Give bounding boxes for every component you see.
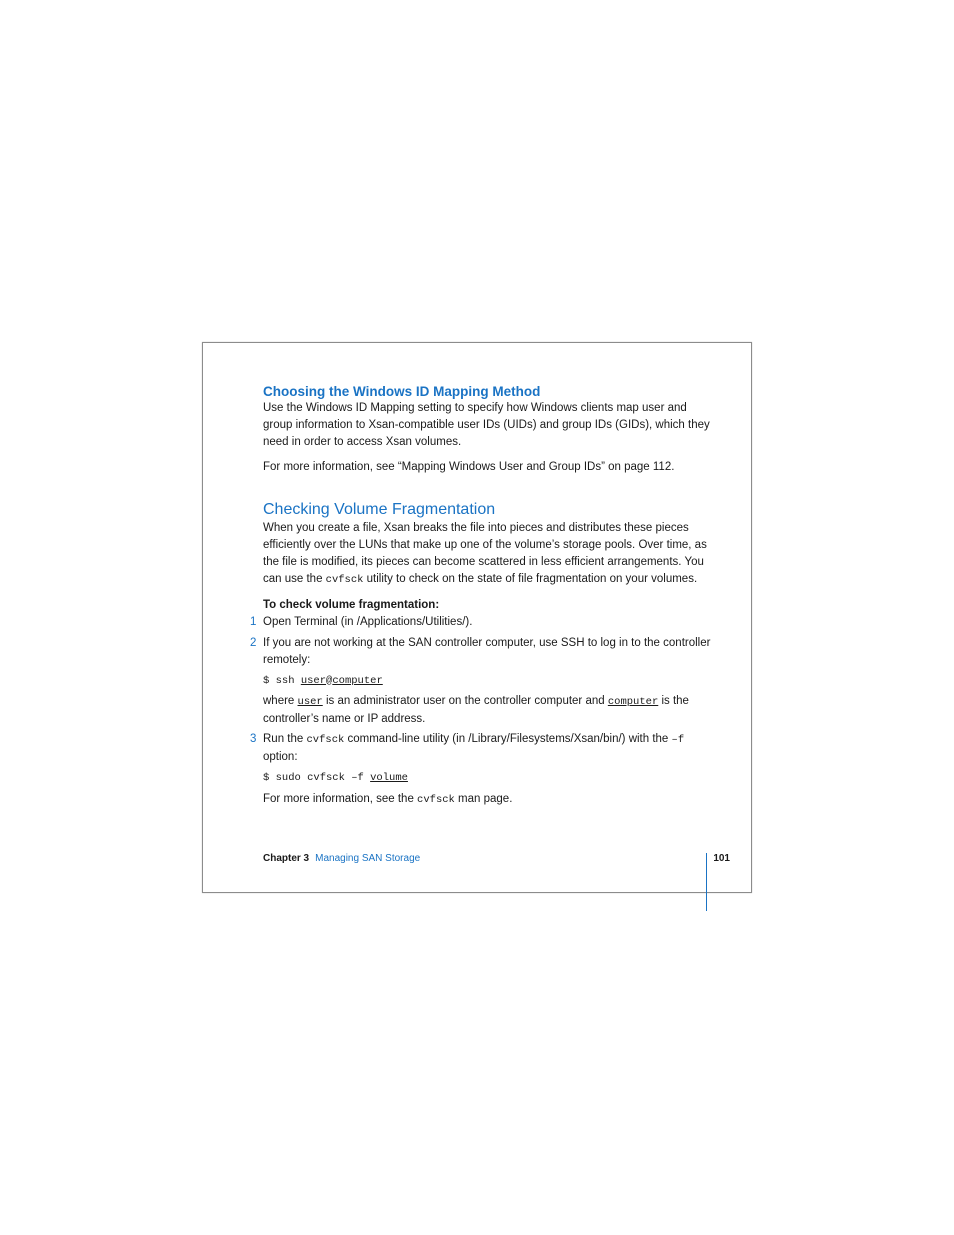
step-number: 2 bbox=[250, 637, 257, 649]
paragraph-closing: For more information, see the cvfsck man page. bbox=[263, 793, 513, 806]
paragraph-windows-id: Use the Windows ID Mapping setting to specify how Windows clients map user and group information to Xsan-compatible user IDs (UIDs) and group IDs (GIDs), which they need in order to access Xsan volumes. bbox=[263, 402, 710, 448]
inline-code-cvfsck: cvfsck bbox=[325, 574, 364, 586]
footer-rule bbox=[706, 853, 707, 911]
code-ssh: $ ssh user@computer bbox=[263, 675, 383, 687]
step-number: 1 bbox=[250, 616, 257, 628]
paragraph-more-info-mapping: For more information, see “Mapping Windows User and Group IDs” on page 112. bbox=[263, 461, 675, 473]
section-heading-fragmentation: Checking Volume Fragmentation bbox=[263, 501, 496, 518]
page-footer bbox=[263, 853, 730, 869]
footer-chapter-title: Managing SAN Storage bbox=[315, 853, 421, 864]
step-1 bbox=[250, 614, 713, 631]
footer-chapter: Chapter 3 bbox=[263, 853, 310, 864]
step-3: 3 Run the cvfsck command-line utility (in /Library/Filesystems/Xsan/bin/) with the –f option: bbox=[250, 733, 685, 763]
page-number: 101 bbox=[713, 853, 730, 864]
section-heading-windows-id: Choosing the Windows ID Mapping Method bbox=[263, 384, 541, 399]
paragraph-where: where user is an administrator user on the controller computer and computer is the controller’s name or IP address. bbox=[263, 695, 689, 725]
step-number: 3 bbox=[250, 733, 257, 745]
step-text: If you are not working at the SAN controller computer, use SSH to log in to the controller remotely: bbox=[263, 637, 711, 666]
page-content bbox=[250, 383, 713, 809]
procedure-title: To check volume fragmentation: bbox=[263, 599, 440, 611]
step-text: Open Terminal (in /Applications/Utilities/). bbox=[263, 616, 473, 628]
paragraph-fragmentation: When you create a file, Xsan breaks the file into pieces and distributes these pieces efficiently over the LUNs that make up one of the volume’s storage pools. Over time, as the file is modified, its pieces can become scattered in less efficient arrangements. You can use the cvfsck utility to check on the state of file fragmentation on your volumes. bbox=[263, 522, 707, 586]
step-2 bbox=[250, 635, 713, 669]
code-cvfsck: $ sudo cvfsck –f volume bbox=[263, 772, 408, 784]
